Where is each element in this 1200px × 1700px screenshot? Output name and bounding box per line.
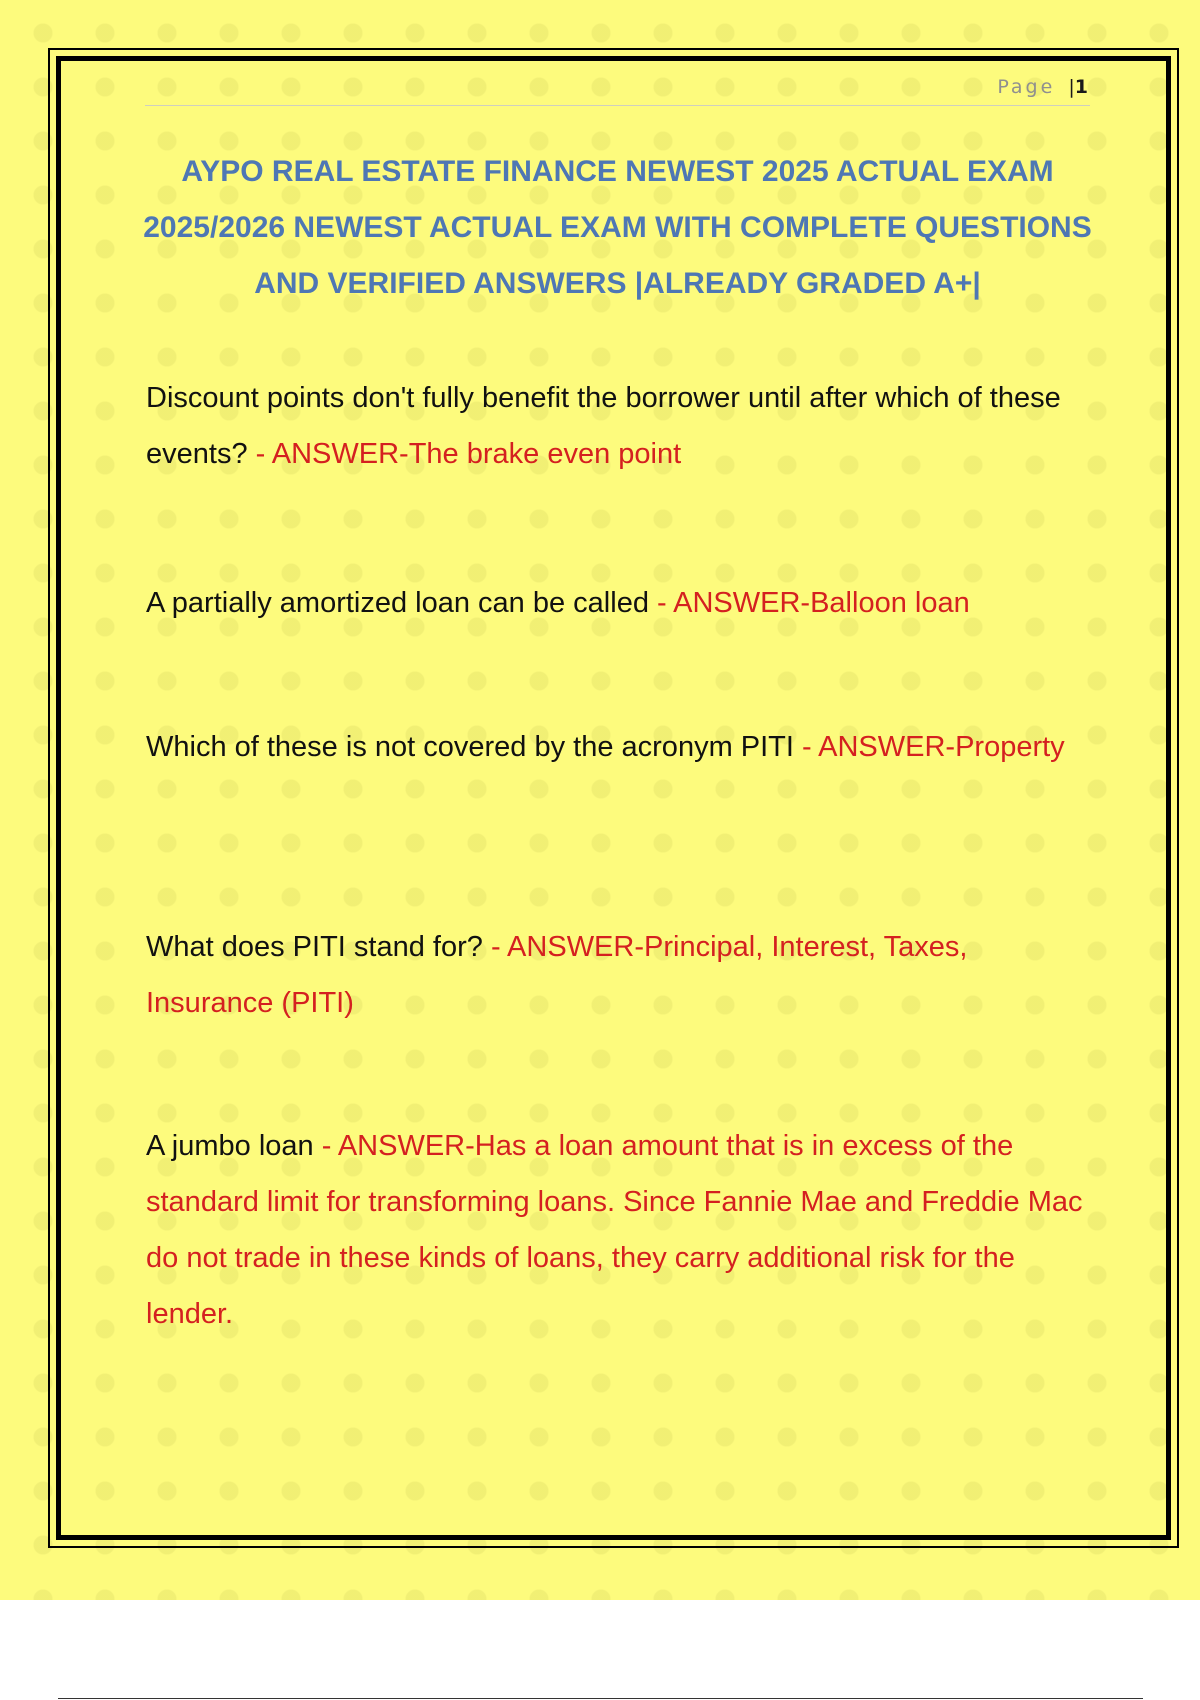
- page-number: 1: [1074, 76, 1088, 98]
- header-divider: [145, 105, 1090, 106]
- qa-item: [146, 1118, 1091, 1342]
- question-text: A jumbo loan: [146, 1130, 314, 1162]
- page-word: Page: [997, 76, 1056, 98]
- answer-text: - ANSWER-Principal, Interest, Taxes, Insurance (PITI): [146, 931, 968, 1019]
- qa-item: [146, 575, 1091, 631]
- document-title: AYPO REAL ESTATE FINANCE NEWEST 2025 ACTUAL EXAM 2025/2026 NEWEST ACTUAL EXAM WITH COMPLETE QUESTIONS AND VERIFIED ANSWERS |ALREADY GRADED A+|: [143, 155, 1092, 300]
- page-separator: |: [1068, 76, 1075, 98]
- bottom-divider: [58, 1698, 1143, 1699]
- qa-item: [146, 719, 1091, 775]
- question-text: A partially amortized loan can be called: [146, 587, 649, 619]
- answer-text: - ANSWER-Property: [793, 731, 1065, 763]
- qa-item: [146, 919, 1091, 1031]
- question-text: Discount points don't fully benefit the borrower until after which of these events?: [146, 382, 1061, 470]
- qa-item: [146, 370, 1091, 482]
- question-text: Which of these is not covered by the acronym PITI: [146, 731, 794, 763]
- answer-text: - ANSWER-Has a loan amount that is in excess of the standard limit for transforming loans. Since Fannie Mae and Freddie Mac do not trade in these kinds of loans, they carry additional risk for the lender.: [146, 1130, 1083, 1330]
- answer-text: - ANSWER-The brake even point: [247, 438, 682, 470]
- page-number-label: [997, 76, 1088, 98]
- answer-text: - ANSWER-Balloon loan: [648, 587, 970, 619]
- question-text: What does PITI stand for?: [146, 931, 483, 963]
